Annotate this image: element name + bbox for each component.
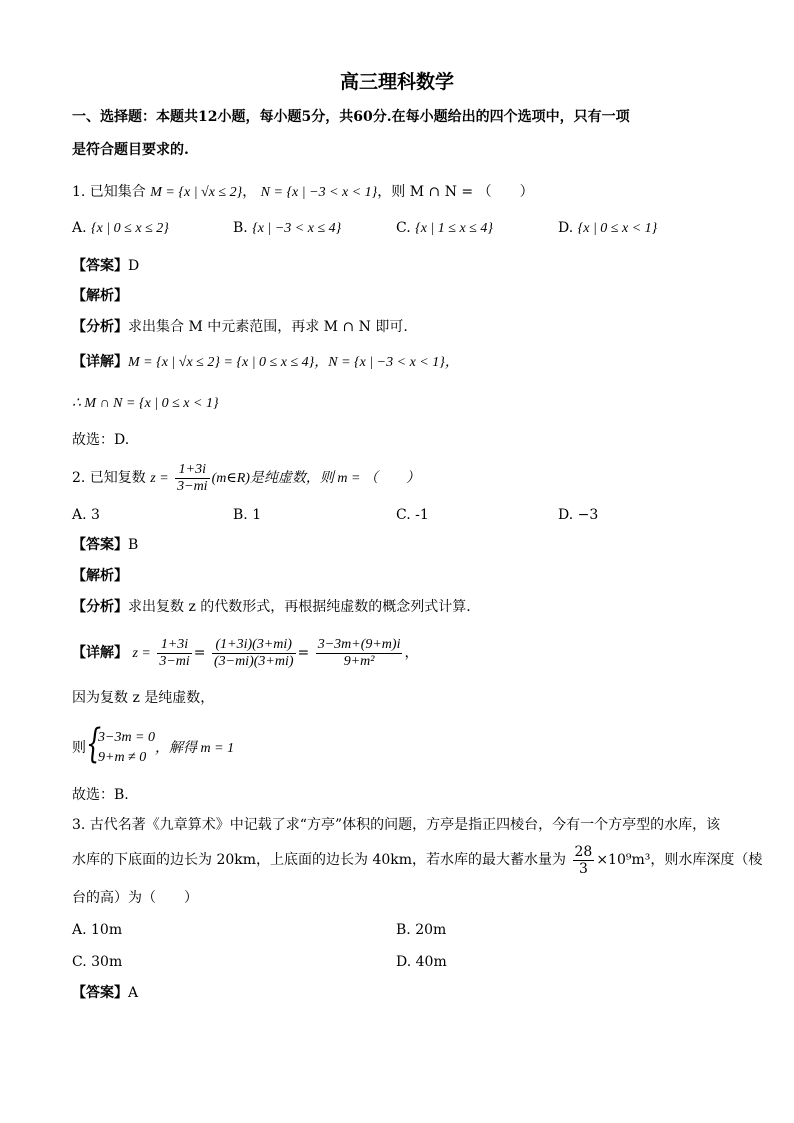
q2-prefix: 2. 已知复数 — [72, 470, 146, 486]
q1-prefix: 1. 已知集合 — [72, 184, 146, 200]
q2-option-b: B. 1 — [233, 507, 262, 523]
q1-ask: ，则 M ∩ N = （ ） — [377, 184, 534, 200]
q2-answer: 【答案】B — [72, 537, 139, 553]
q3-line2: 水库的下底面的边长为 20km，上底面的边长为 40km，若水库的最大蓄水量为 $\frac{28}{3}$ ×10⁹m³，则水库深度（棱 — [72, 843, 763, 877]
q2-fenxi: 【分析】求出复数 z 的代数形式，再根据纯虚数的概念列式计算. — [72, 599, 471, 615]
section-heading-line2: 是符合题目要求的. — [72, 142, 189, 158]
q1-option-d: D. {x | 0 ≤ x < 1} — [558, 220, 658, 236]
q1-xiangjie: 【详解】M = {x | √x ≤ 2} = {x | 0 ≤ x ≤ 4}，N = {x | −3 < x < 1}， — [72, 354, 459, 370]
q1-option-a: A. {x | 0 ≤ x ≤ 2} — [72, 220, 169, 236]
q2-option-c: C. -1 — [396, 507, 429, 523]
q1-option-c: C. {x | 1 ≤ x ≤ 4} — [396, 220, 493, 236]
q1-set-m: M = {x | √x ≤ 2} — [150, 185, 243, 200]
q2-system: { 3−3m = 0 9+m ≠ 0 — [86, 728, 155, 768]
q1-option-b: B. {x | −3 < x ≤ 4} — [233, 220, 342, 236]
q3-answer: 【答案】A — [72, 985, 139, 1001]
q2-xiangjie: 【详解】 z = $\frac{1+3i}{3-mi}$ = $\frac{(1+3i)(3+mi)}{(3-mi)(3+mi)}$ = $\frac{3-3m+(9+m)i}{\text{9+m²}}$ ， — [72, 636, 419, 669]
q2-choose: 故选：B. — [72, 787, 129, 803]
q3-line3: 台的高）为（ ） — [72, 890, 198, 906]
q1-choose: 故选：D. — [72, 432, 130, 448]
q1-set-n: N = {x | −3 < x < 1} — [260, 185, 378, 200]
section-heading-line1: 一、选择题：本题共12小题，每小题5分，共60分.在每小题给出的四个选项中，只有一项 — [72, 109, 630, 125]
q1-answer: 【答案】D — [72, 258, 140, 274]
q3-line1: 3. 古代名著《九章算术》中记载了求“方亭”体积的问题，方亭是指正四棱台，今有一个方亭型的水库，该 — [72, 817, 721, 833]
q2-then: 则 { 3−3m = 0 9+m ≠ 0 ，解得 m = 1 — [72, 726, 754, 770]
q1-analysis-label: 【解析】 — [72, 288, 128, 304]
q2-option-d: D. −3 — [558, 507, 599, 523]
q2-stem: 2. 已知复数 z = $\frac{1+3i}{3-mi}$ (m∈R)是纯虚数，则 m = （ ） — [72, 461, 420, 494]
q2-analysis-label: 【解析】 — [72, 568, 128, 584]
q2-because: 因为复数 z 是纯虚数， — [72, 690, 215, 706]
q3-option-a: A. 10m — [72, 922, 123, 938]
q1-stem: 1. 已知集合 M = {x | √x ≤ 2}， N = {x | −3 < x < 1}，则 M ∩ N = （ ） — [72, 184, 534, 200]
q2-fraction: $\frac{1+3i}{3-mi}$ — [177, 461, 208, 494]
q3-option-d: D. 40m — [396, 954, 447, 970]
q3-option-b: B. 20m — [396, 922, 447, 938]
q1-fenxi: 【分析】求出集合 M 中元素范围，再求 M ∩ N 即可. — [72, 319, 408, 335]
page-title: 高三理科数学 — [339, 71, 454, 93]
q3-option-c: C. 30m — [72, 954, 123, 970]
q2-option-a: A. 3 — [72, 507, 100, 523]
q1-therefore: ∴ M ∩ N = {x | 0 ≤ x < 1} — [72, 396, 219, 411]
